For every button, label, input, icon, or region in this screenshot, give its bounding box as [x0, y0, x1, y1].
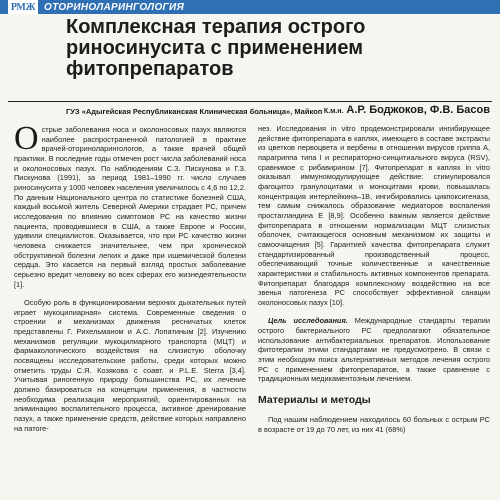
author-names: А.Р. Боджоков, Ф.В. Басов: [346, 104, 490, 116]
title-divider: [8, 101, 492, 102]
journal-header-band: [0, 0, 500, 14]
intro-paragraph-text: стрые заболевания носа и околоносовых пазух являются наиболее распространенной патологией в практике врачей-оториноларингологов, а также врачей общей практики. В последние годы отмечен рост числа заболеваний носа и околоносовых пазух. По наблюдениям С.З. Пискунова и Г.З. Пискунова (1991), за период 1981–1990 гг. число случаев риносинусита у 1000 человек населения увеличилось с 4,6 по 12,2. По данным Национального центра по статистике болезней США, каждый восьмой житель Северной Америки страдает РС, причем исследования по влиянию симптомов РС на качество жизни пациента, проводившиеся в США, а также Европе и России, удивили специалистов. Оказывается, что при РС качество жизни человека снижается значительнее, чем при хронической обструктивной болезни легких и даже при ишемической болезни сердца. Это касается на первый взгляд простых заболевание серьезно вредит человеку во всех сферах его жизнедеятельности [1].: [14, 125, 246, 289]
goal-text: Международные стандарты терапии острого бактериального РС предполагают обязательное использование антибактериальных препаратов. Использование фитотерапии этими стандартами не предусмотрено. В связи с этим необходим поиск альтернативных методов лечения острого РС с применением фитопрепаратов, а также сравнение с традиционным медикаментозным лечением.: [258, 316, 490, 384]
methods-heading: Материалы и методы: [258, 394, 371, 407]
goal-paragraph: [258, 316, 490, 384]
author-degree: К.м.н.: [323, 108, 344, 115]
authors: [324, 104, 490, 116]
methods-paragraph: Под нашим наблюдением находилось 60 больных с острым РС в возрасте от 19 до 70 лет, из них 41 (68%): [258, 415, 490, 434]
goal-label: Цель исследования.: [268, 316, 348, 326]
affiliation: ГУЗ «Адыгейская Республиканская Клиническая больница», Майкоп: [66, 107, 323, 116]
section-label: ОТОРИНОЛАРИНГОЛОГИЯ: [44, 1, 185, 13]
right-column: [258, 124, 490, 500]
drop-cap: О: [14, 125, 39, 157]
journal-logo: [8, 0, 38, 14]
phyto-paragraph: нез. Исследования in vitro продемонстрировали ингибирующее действие фитопрепарата в каплях, имеющего в составе экстракты из цветков первоцвета и вербены в отношении вирусов гриппа А, парагриппа типа I и респираторно-синцитиального вируса (RSV), сравнимое с рибавирином [7]. Фитопрепарат в каплях in vitro оказывал иммуномодулирующее действие: стимулировался фагоцитоз гранулоцитами и моноцитами крови, повышалась концентрация интерлейкина–1В, ингибировались цикпоксигеназа, тем самым снижалось образование медиаторов воспаления простагландина Е [8,9]. Особенно важным является действие фитопрепарата в отношении нормализации МЦТ слизистых оболочек, считающегося основным механизмом их защиты и самоочищения [5]. Гарантией качества фитопрепарата служит стандартизированный производственный процесс, обеспечивающий точные количественные и качественные характеристики и стабильность активных компонентов препарата. Фитопрепарат благодаря комплексному воздействию на все звенья патогенеза РС способствует эффективной санации околоносовых пазух [10].: [258, 124, 490, 307]
mucociliary-paragraph: Особую роль в функционировании верхних дыхательных путей играет мукоцилиарная» система. Современные сведения о строении и механизмах движения ресничатых клеток представлены Г. Рихельманом и А.С. Лопатиным [2]. Изучению механизмов регуляции мукоцилиарного транспорта (МЦТ) и фармакологического воздействия на слизистую оболочку посвящены исследовательские работы, среди которых можно отметить труды С.Я. Козякова с соавт. и P.L.E. Sterra [3,4]. Учитывая риногенную природу большинства РС, их лечение должно базироваться на концепции применения, в частности необходима реализация мероприятий, ориентированных на элиминацию воспалительного процесса, активное дренирование пазух, а также применение средств, действие которых направлено на патоге-: [14, 298, 246, 433]
article-title: Комплексная терапия острого риносинусита с применением фитопрепаратов: [66, 16, 366, 80]
intro-paragraph: [14, 125, 246, 289]
left-column: [14, 125, 246, 500]
journal-logo-text: РМЖ: [10, 1, 36, 13]
